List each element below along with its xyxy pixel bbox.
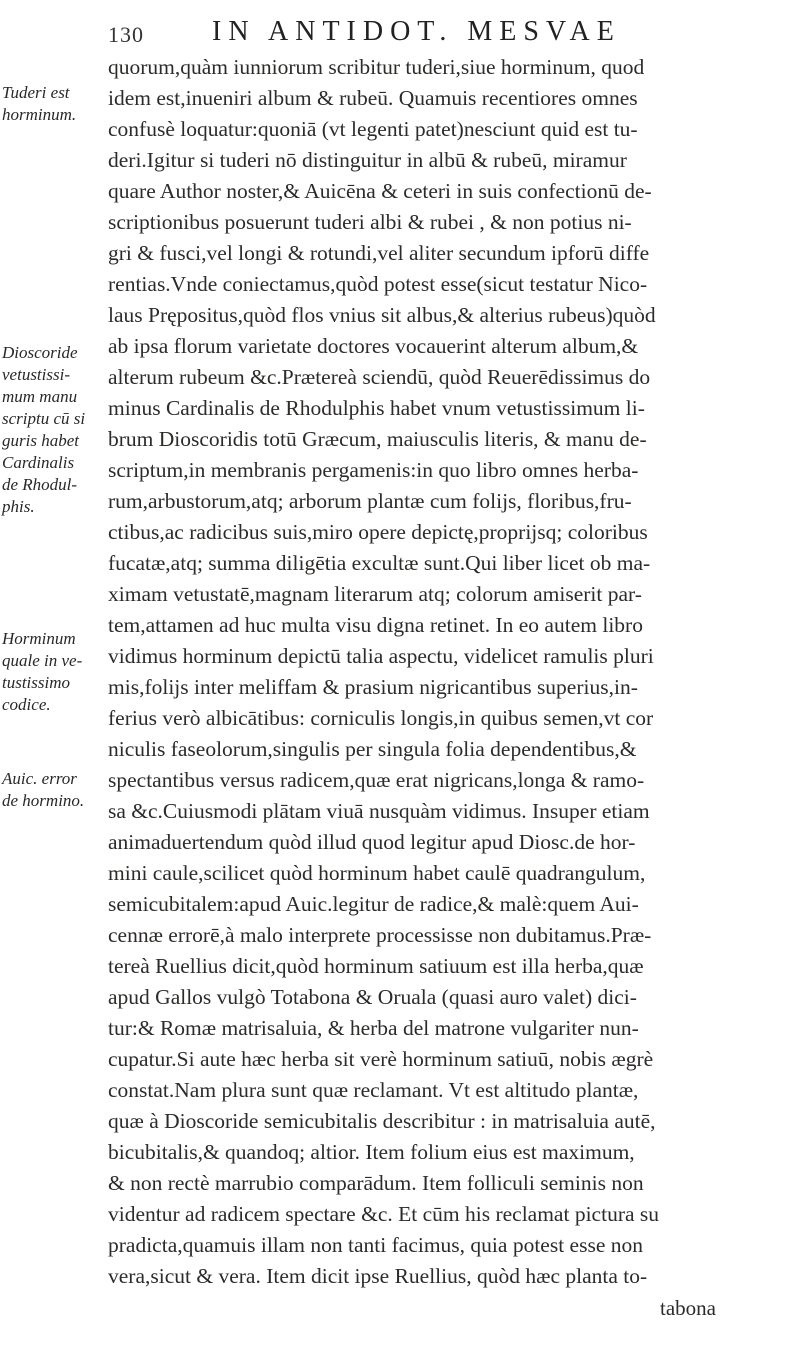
text-line: rum,arbustorum,atq; arborum plantæ cum folijs, floribus,fru- [108,489,632,513]
catchword: tabona [660,1296,716,1320]
text-line: cupatur.Si aute hæc herba sit verè horminum satiuū, nobis ægrè [108,1047,654,1071]
text-line: quare Author noster,& Auicēna & ceteri in suis confectionū de- [108,179,652,203]
text-line: ximam vetustatē,magnam literarum atq; colorum amiserit par- [108,582,642,606]
text-line: minus Cardinalis de Rhodulphis habet vnum vetustissimum li- [108,396,645,420]
text-line: bicubitalis,& quandoq; altior. Item folium eius est maximum, [108,1140,635,1164]
margin-note: Auic. error de hormino. [2,769,85,810]
margin-notes [2,0,102,1355]
text-line: niculis faseolorum,singulis per singula folia dependentibus,& [108,737,637,761]
text-line: mis,folijs inter meliffam & prasium nigricantibus superius,in- [108,675,638,699]
margin-note: Horminum quale in ve- tustissimo codice. [2,629,83,714]
margin-note: Dioscoride vetustissi- mum manu scriptu cū si guris habet Cardinalis de Rhodul- phis. [2,343,86,516]
text-line: scriptum,in membranis pergamenis:in quo libro omnes herba- [108,458,639,482]
text-line: tereà Ruellius dicit,quòd horminum satiuum est illa herba,quæ [108,954,644,978]
text-line: mini caule,scilicet quòd horminum habet caulē quadrangulum, [108,861,646,885]
text-line: apud Gallos vulgò Totabona & Oruala (quasi auro valet) dici- [108,985,637,1009]
text-line: & non rectè marrubio comparādum. Item folliculi seminis non [108,1171,644,1195]
text-line: laus Prępositus,quòd flos vnius sit albus,& alterius rubeus)quòd [108,303,656,327]
page-number: 130 [108,22,144,47]
text-line: gri & fusci,vel longi & rotundi,vel aliter secundum ipforū diffe [108,241,650,265]
text-line: confusè loquatur:quoniā (vt legenti patet)nesciunt quid est tu- [108,117,638,141]
text-line: fucatæ,atq; summa diligētia excultæ sunt.Qui liber licet ob ma- [108,551,651,575]
text-line: brum Dioscoridis totū Græcum, maiusculis literis, & manu de- [108,427,647,451]
text-line: alterum rubeum &c.Prætereà sciendū, quòd Reuerēdissimus do [108,365,651,389]
text-line: vidimus horminum depictū talia aspectu, videlicet ramulis pluri [108,644,654,668]
text-line: idem est,inueniri album & rubeū. Quamuis recentiores omnes [108,86,638,110]
text-line: sa &c.Cuiusmodi plātam viuā nusquàm vidimus. Insuper etiam [108,799,650,823]
text-line: semicubitalem:apud Auic.legitur de radice,& malè:quem Aui- [108,892,639,916]
text-line: ab ipsa florum varietate doctores vocauerint alterum album,& [108,334,639,358]
text-line: scriptionibus posuerunt tuderi albi & rubei , & non potius ni- [108,210,632,234]
text-line: deri.Igitur si tuderi nō distinguitur in albū & rubeū, miramur [108,148,627,172]
text-line: tem,attamen ad huc multa visu digna retinet. In eo autem libro [108,613,643,637]
text-line: ferius verò albicātibus: corniculis longis,in quibus semen,vt cor [108,706,654,730]
text-line: quæ à Dioscoride semicubitalis describitur : in matrisaluia autē, [108,1109,656,1133]
text-line: tur:& Romæ matrisaluia, & herba del matrone vulgariter nun- [108,1016,639,1040]
text-line: rentias.Vnde coniectamus,quòd potest esse(sicut testatur Nico- [108,272,648,296]
text-line: pradicta,quamuis illam non tanti facimus, quia potest esse non [108,1233,643,1257]
text-line: ctibus,ac radicibus suis,miro opere depictę,proprijsq; coloribus [108,520,648,544]
text-line: videntur ad radicem spectare &c. Et cūm his reclamat pictura su [108,1202,660,1226]
margin-note: Tuderi est horminum. [2,83,77,124]
running-title: IN ANTIDOT. MESVAE [212,16,621,47]
text-line: animaduertendum quòd illud quod legitur apud Diosc.de hor- [108,830,636,854]
text-line: cennæ errorē,à malo interprete processisse non dubitamus.Præ- [108,923,652,947]
text-line: spectantibus versus radicem,quæ erat nigricans,longa & ramo- [108,768,645,792]
text-line: constat.Nam plura sunt quæ reclamant. Vt est altitudo plantæ, [108,1078,639,1102]
text-line: vera,sicut & vera. Item dicit ipse Ruellius, quòd hæc planta to- [108,1264,648,1288]
body-text [108,52,738,1332]
text-line: quorum,quàm iunniorum scribitur tuderi,siue horminum, quod [108,55,645,79]
